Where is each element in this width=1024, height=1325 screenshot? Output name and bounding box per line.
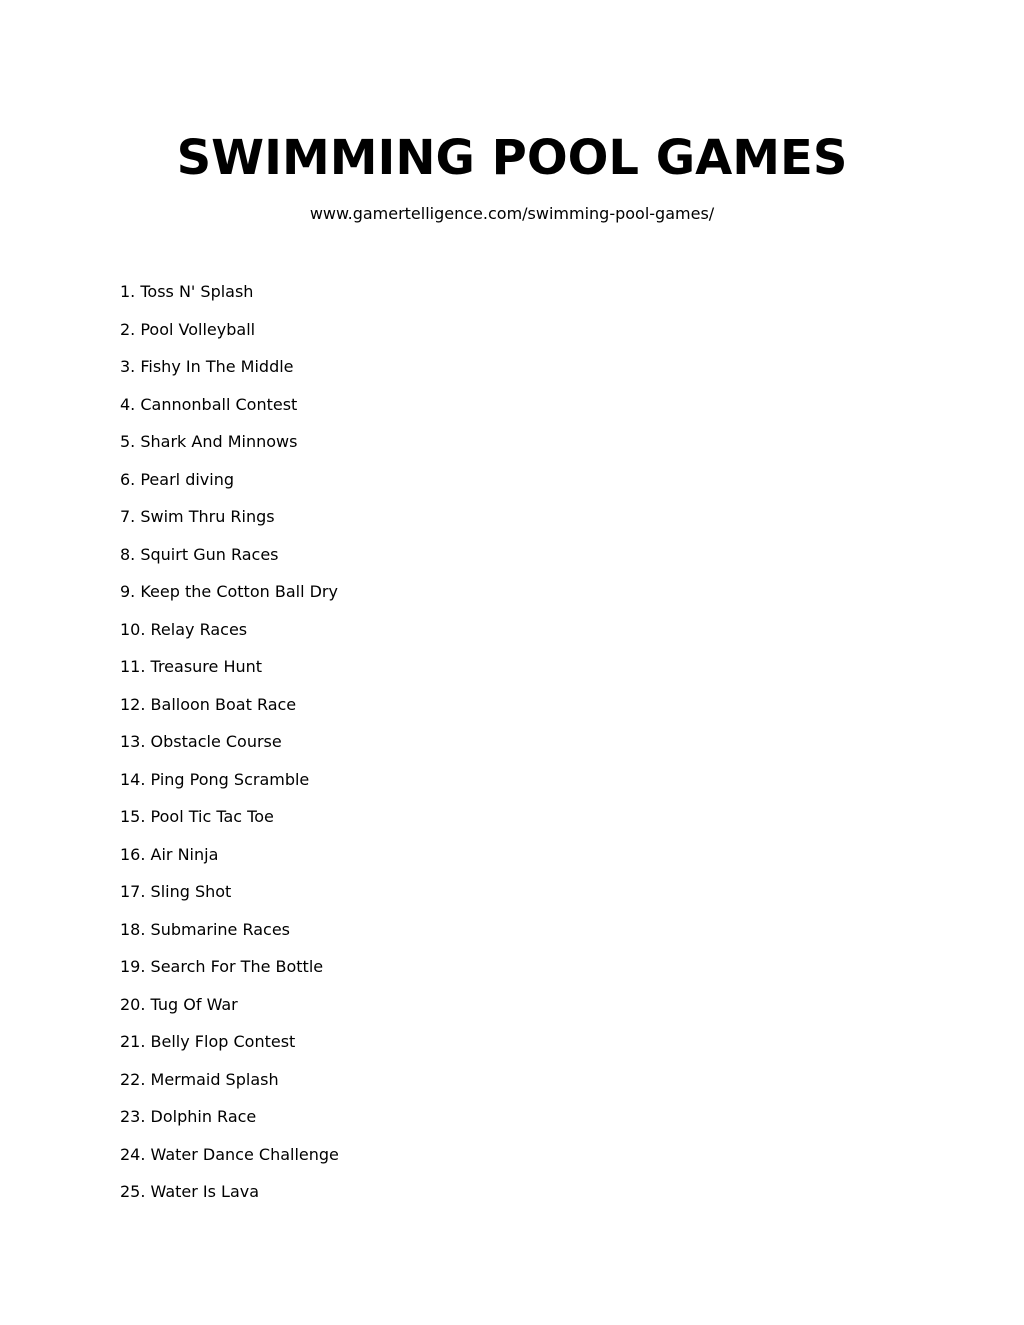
- list-item: 2. Pool Volleyball: [120, 319, 256, 339]
- source-url: www.gamertelligence.com/swimming-pool-games/: [309, 204, 715, 223]
- list-item: 8. Squirt Gun Races: [120, 544, 279, 564]
- list-item: 11. Treasure Hunt: [120, 657, 263, 676]
- games-list: [120, 280, 339, 1218]
- list-item: 12. Balloon Boat Race: [120, 694, 297, 714]
- list-item: 9. Keep the Cotton Ball Dry: [120, 582, 338, 601]
- list-item: 10. Relay Races: [120, 619, 248, 639]
- list-item: 23. Dolphin Race: [120, 1107, 257, 1126]
- list-item: 21. Belly Flop Contest: [120, 1032, 296, 1051]
- list-item: 6. Pearl diving: [120, 469, 234, 489]
- list-item: 4. Cannonball Contest: [120, 394, 298, 414]
- page-title: SWIMMING POOL GAMES: [176, 130, 848, 186]
- list-item: 1. Toss N' Splash: [120, 282, 254, 301]
- list-item: 20. Tug Of War: [120, 994, 238, 1014]
- list-item: 18. Submarine Races: [120, 919, 291, 939]
- list-item: 25. Water Is Lava: [120, 1182, 260, 1201]
- list-item: 22. Mermaid Splash: [120, 1069, 279, 1089]
- list-item: 16. Air Ninja: [120, 844, 219, 864]
- list-item: 17. Sling Shot: [120, 882, 232, 901]
- list-item: 15. Pool Tic Tac Toe: [120, 807, 274, 826]
- list-item: 7. Swim Thru Rings: [120, 507, 275, 526]
- list-item: 14. Ping Pong Scramble: [120, 769, 310, 789]
- list-item: 19. Search For The Bottle: [120, 957, 324, 976]
- list-item: 13. Obstacle Course: [120, 732, 282, 751]
- list-item: 24. Water Dance Challenge: [120, 1144, 339, 1164]
- list-item: 5. Shark And Minnows: [120, 432, 298, 451]
- list-item: 3. Fishy In The Middle: [120, 357, 294, 376]
